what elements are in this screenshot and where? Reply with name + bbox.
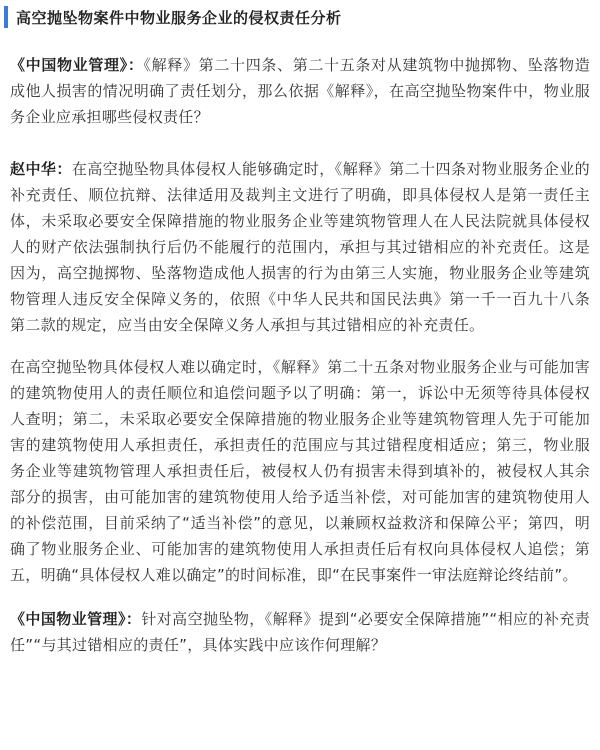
interview-answer-2 [10, 354, 590, 588]
interview-question-2 [10, 606, 590, 658]
interview-question-1 [10, 52, 590, 130]
paragraph-text: 在高空抛坠物具体侵权人难以确定时，《解释》第二十五条对物业服务企业与可能加害的建筑物使用人的责任顺位和追偿问题予以了明确：第一，诉讼中无须等待具体侵权人查明；第二，未采取必要安全保障措施的物业服务企业等建筑物管理人先于可能加害的建筑物使用人承担责任，承担责任的范围应与其过错程度相适应；第三，物业服务企业等建筑物管理人承担责任后，被侵权人仍有损害未得到填补的，被侵权人其余部分的损害，由可能加害的建筑物使用人给予适当补偿，对可能加害的建筑物使用人的补偿范围，目前采纳了“适当补偿”的意见，以兼顾权益救济和保障公平；第四，明确了物业服务企业、可能加害的建筑物使用人承担责任后有权向具体侵权人追偿；第五，明确“具体侵权人难以确定”的时间标准，即“在民事案件一审法庭辩论终结前”。 [10, 358, 590, 584]
speaker-label: 《中国物业管理》： [10, 610, 142, 628]
speaker-label: 赵中华： [10, 160, 72, 178]
section-title: 高空抛坠物案件中物业服务企业的侵权责任分析 [16, 8, 342, 27]
article-body [10, 52, 590, 675]
article-heading [0, 5, 600, 29]
paragraph-text: 《解释》第二十四条、第二十五条对从建筑物中抛掷物、坠落物造成他人损害的情况明确了责任划分，那么依据《解释》，在高空抛坠物案件中，物业服务企业应承担哪些侵权责任？ [10, 56, 591, 126]
heading-accent-bar [4, 6, 8, 28]
paragraph-text: 在高空抛坠物具体侵权人能够确定时，《解释》第二十四条对物业服务企业的补充责任、顺位抗辩、法律适用及裁判主文进行了明确，即具体侵权人是第一责任主体，未采取必要安全保障措施的物业服务企业等建筑物管理人在人民法院就具体侵权人的财产依法强制执行后仍不能履行的范围内，承担与其过错相应的补充责任。这是因为，高空抛掷物、坠落物造成他人损害的行为由第三人实施，物业服务企业等建筑物管理人违反安全保障义务的，依照《中华人民共和国民法典》第一千一百九十八条第二款的规定，应当由安全保障义务人承担与其过错相应的补充责任。 [10, 160, 590, 334]
paragraph-text: 针对高空抛坠物，《解释》提到“必要安全保障措施”“相应的补充责任”“与其过错相应的责任”，具体实践中应该作何理解？ [10, 610, 590, 654]
interview-answer-1 [10, 156, 590, 338]
speaker-label: 《中国物业管理》： [10, 56, 144, 74]
